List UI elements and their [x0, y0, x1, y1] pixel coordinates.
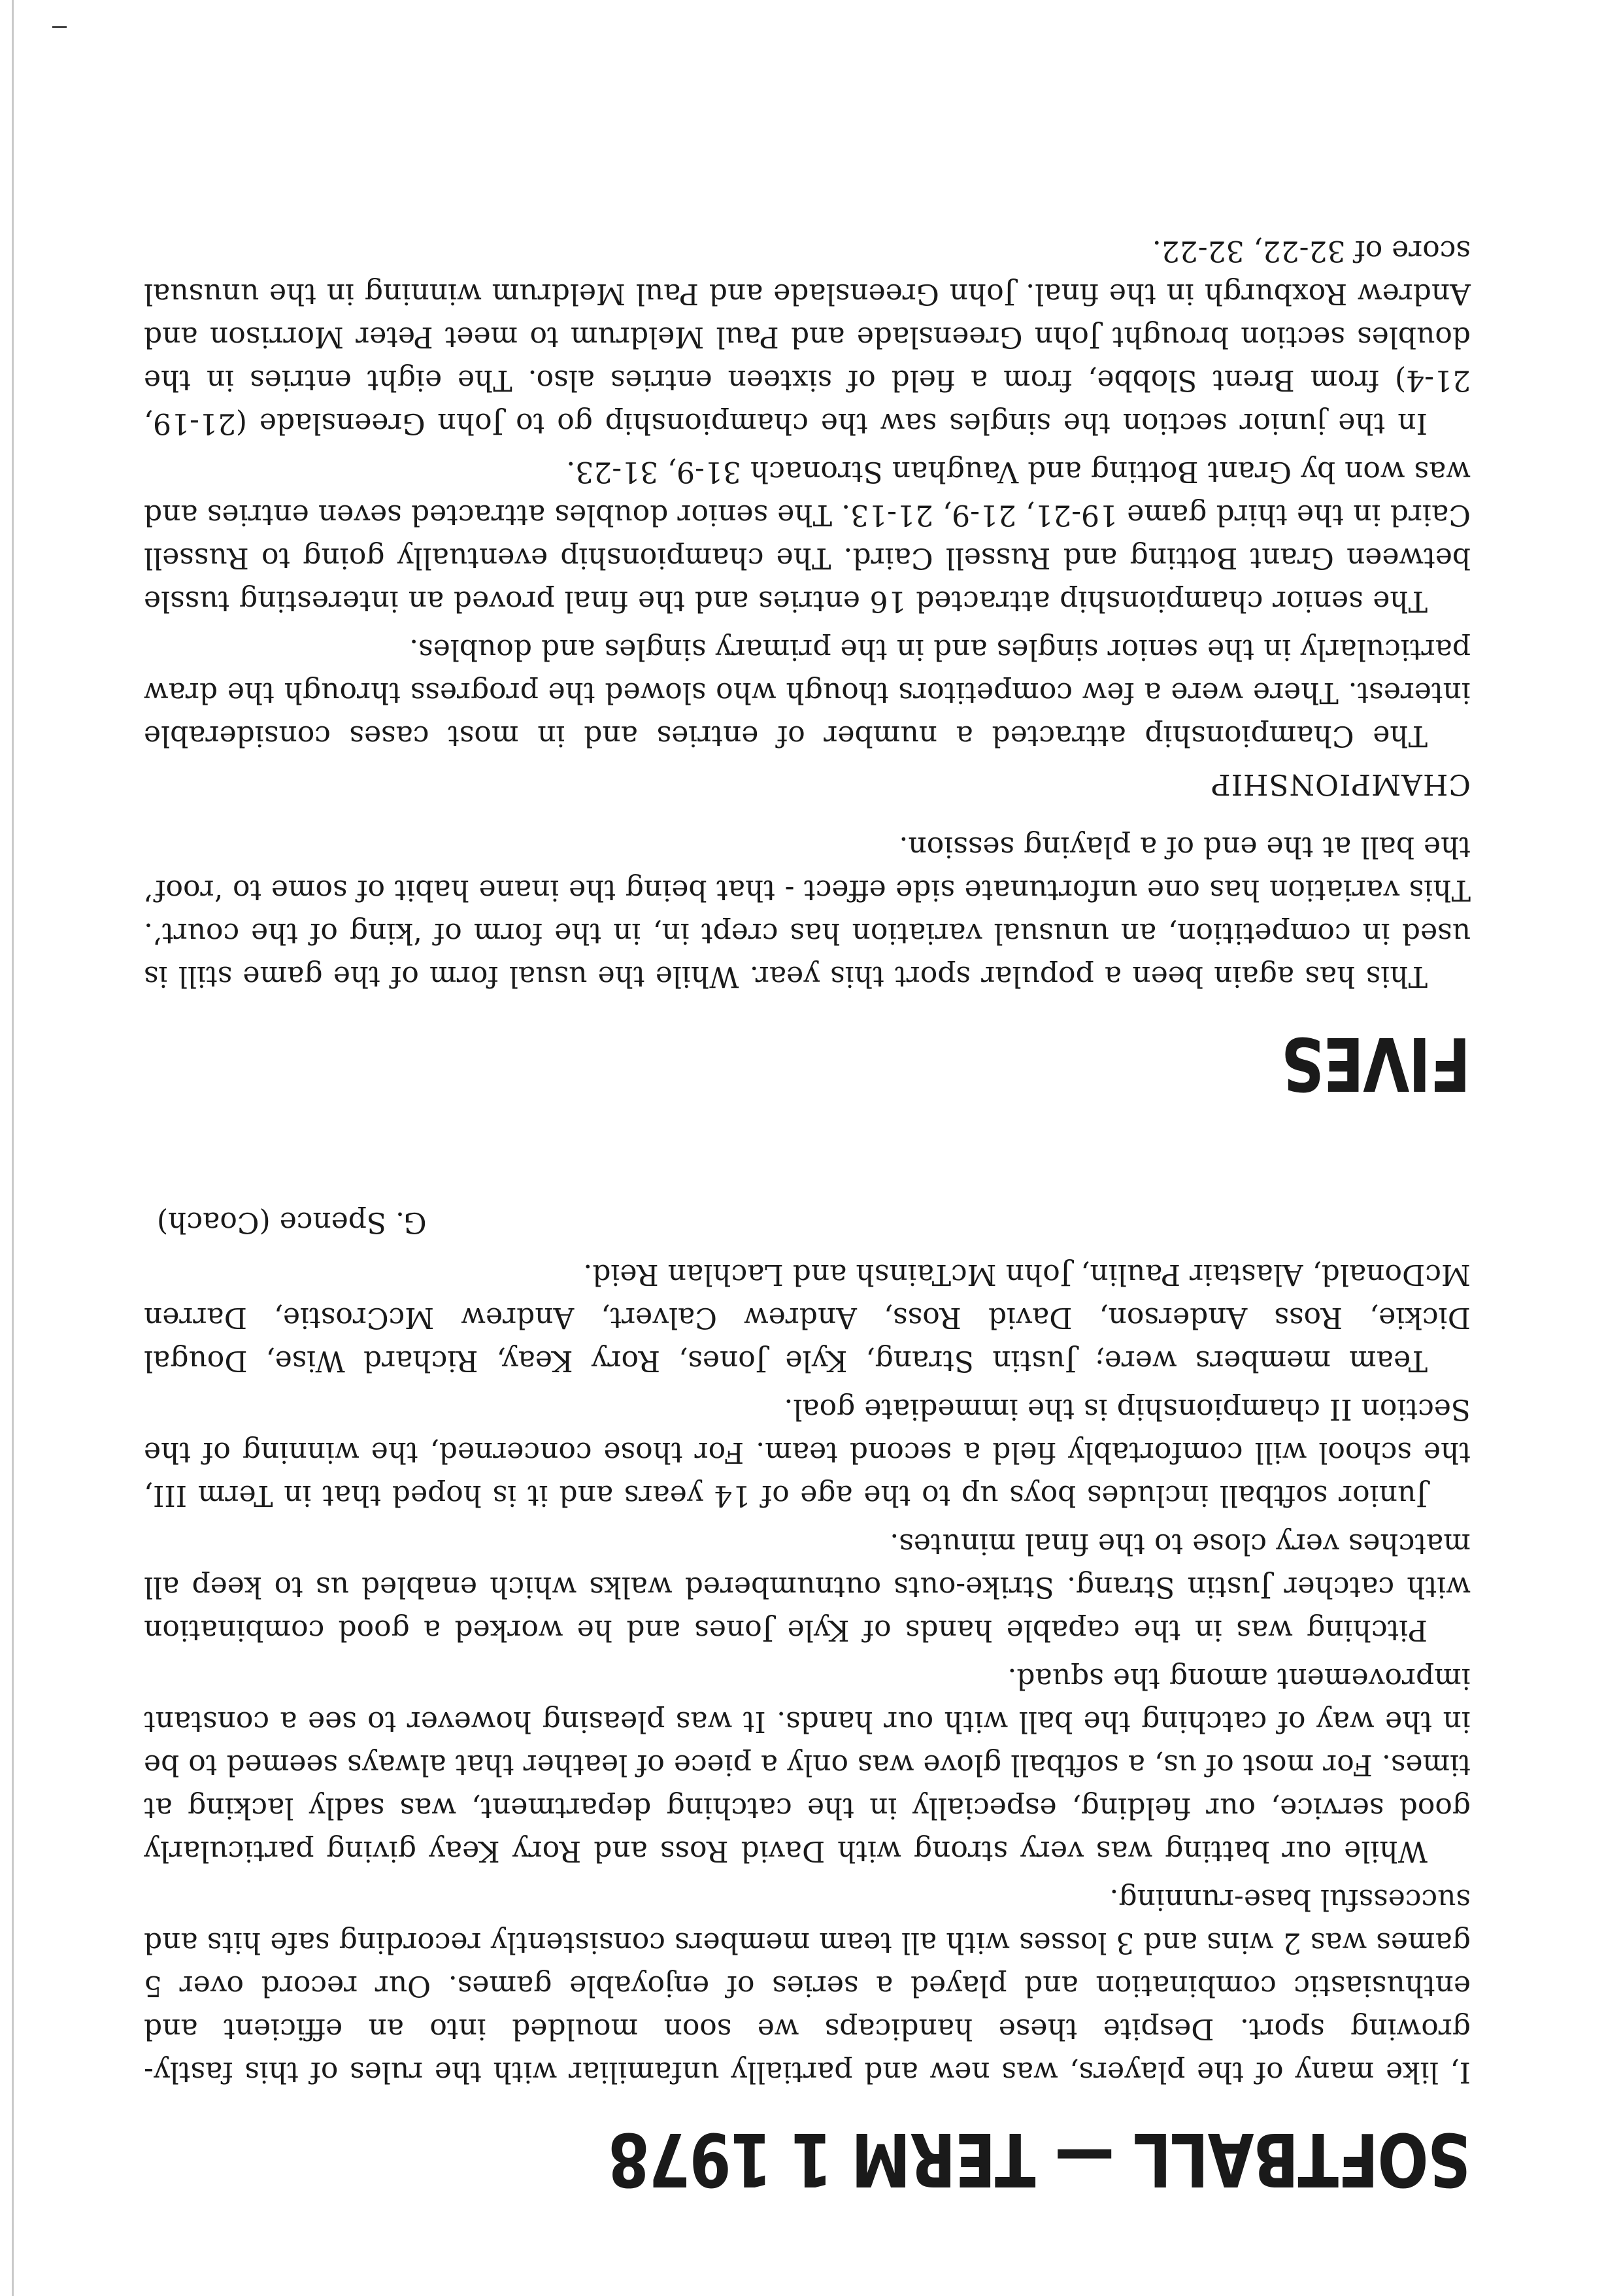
softball-section: [144, 1200, 1471, 2201]
softball-title: SOFTBALL — TERM 1 1978: [609, 2116, 1471, 2201]
softball-paragraph: While our batting was very strong with David Ross and Rory Keay giving particularly good service, our fielding, especially in the catching department, was sadly lacking at times. For most of us, a softball glove was only a piece of leather that always seemed to be in the way of catching the ball with our hands. It was pleasing however to see a constant improvement among the squad.: [144, 1662, 1471, 1868]
coach-signature: G. Spence (Coach): [157, 1206, 427, 1239]
softball-paragraph: I, like many of the players, was new and partially unfamiliar with the rules of this fastly-growing sport. Despite these handicaps we soon moulded into an efficient and enthusiastic combination and played a series of enjoyable games. Our record over 5 games was 2 wins and 3 losses with all team members consistently recording safe hits and successful base-running.: [144, 1883, 1471, 2089]
fives-paragraph: The senior championship attracted 16 entries and the final proved an interesting tussle between Grant Botting and Russell Caird. The championship eventually going to Russell Caird in the third game 19-21, 21-9, 21-13. The senior doubles attracted seven entries and was won by Grant Botting and Vaughan Stronach 31-9, 31-23.: [144, 455, 1471, 618]
team-members: Team members were; Justin Strang, Kyle Jones, Rory Keay, Richard Wise, Dougal Dickie, Ross Anderson, David Ross, Andrew Calvert, Andrew McCrostie, Darren McDonald, Alastair Paulin, John McTainsh and Lachlan Reid.: [144, 1258, 1471, 1377]
championship-heading: CHAMPIONSHIP: [1211, 768, 1471, 801]
softball-paragraph: Junior softball includes boys up to the age of 14 years and it is hoped that in Term III, the school will comfortably field a second team. For those concerned, the winning of the Section II championship is the immediate goal.: [144, 1393, 1471, 1512]
fives-paragraph: In the junior section the singles saw the championship go to John Greenslade (21-19, 21-4) from Brent Slobbe, from a field of sixteen entries also. The eight entries in the doubles section brought John Greenslade and Paul Meldrum to meet Peter Morrison and Andrew Roxburgh in the final. John Greenslade and Paul Meldrum winning in the unusual score of 32-22, 32-22.: [144, 234, 1471, 440]
softball-paragraph: Pitching was in the capable hands of Kyle Jones and he worked a good combination with catcher Justin Strang. Strike-outs outnumbered walks which enabled us to keep all matches very close to the final minutes.: [144, 1527, 1471, 1647]
fives-title: FIVES: [1282, 1021, 1471, 1106]
page-content: [144, 224, 1471, 2201]
fives-intro: This has again been a popular sport this year. While the usual form of the game still is used in competition, an unusual variation has crept in, in the form of ‘king of the court’. This variation has one unfortunate side effect - that being the inane habit of some to ‘roof’ the ball at the end of a playing session.: [144, 830, 1471, 993]
fives-section: [144, 229, 1471, 1106]
fives-paragraph: The Championship attracted a number of entries and in most cases considerable interest. There were a few competitors though who slowed the progress through the draw particularly in the senior singles and in the primary singles and doubles.: [144, 633, 1471, 752]
